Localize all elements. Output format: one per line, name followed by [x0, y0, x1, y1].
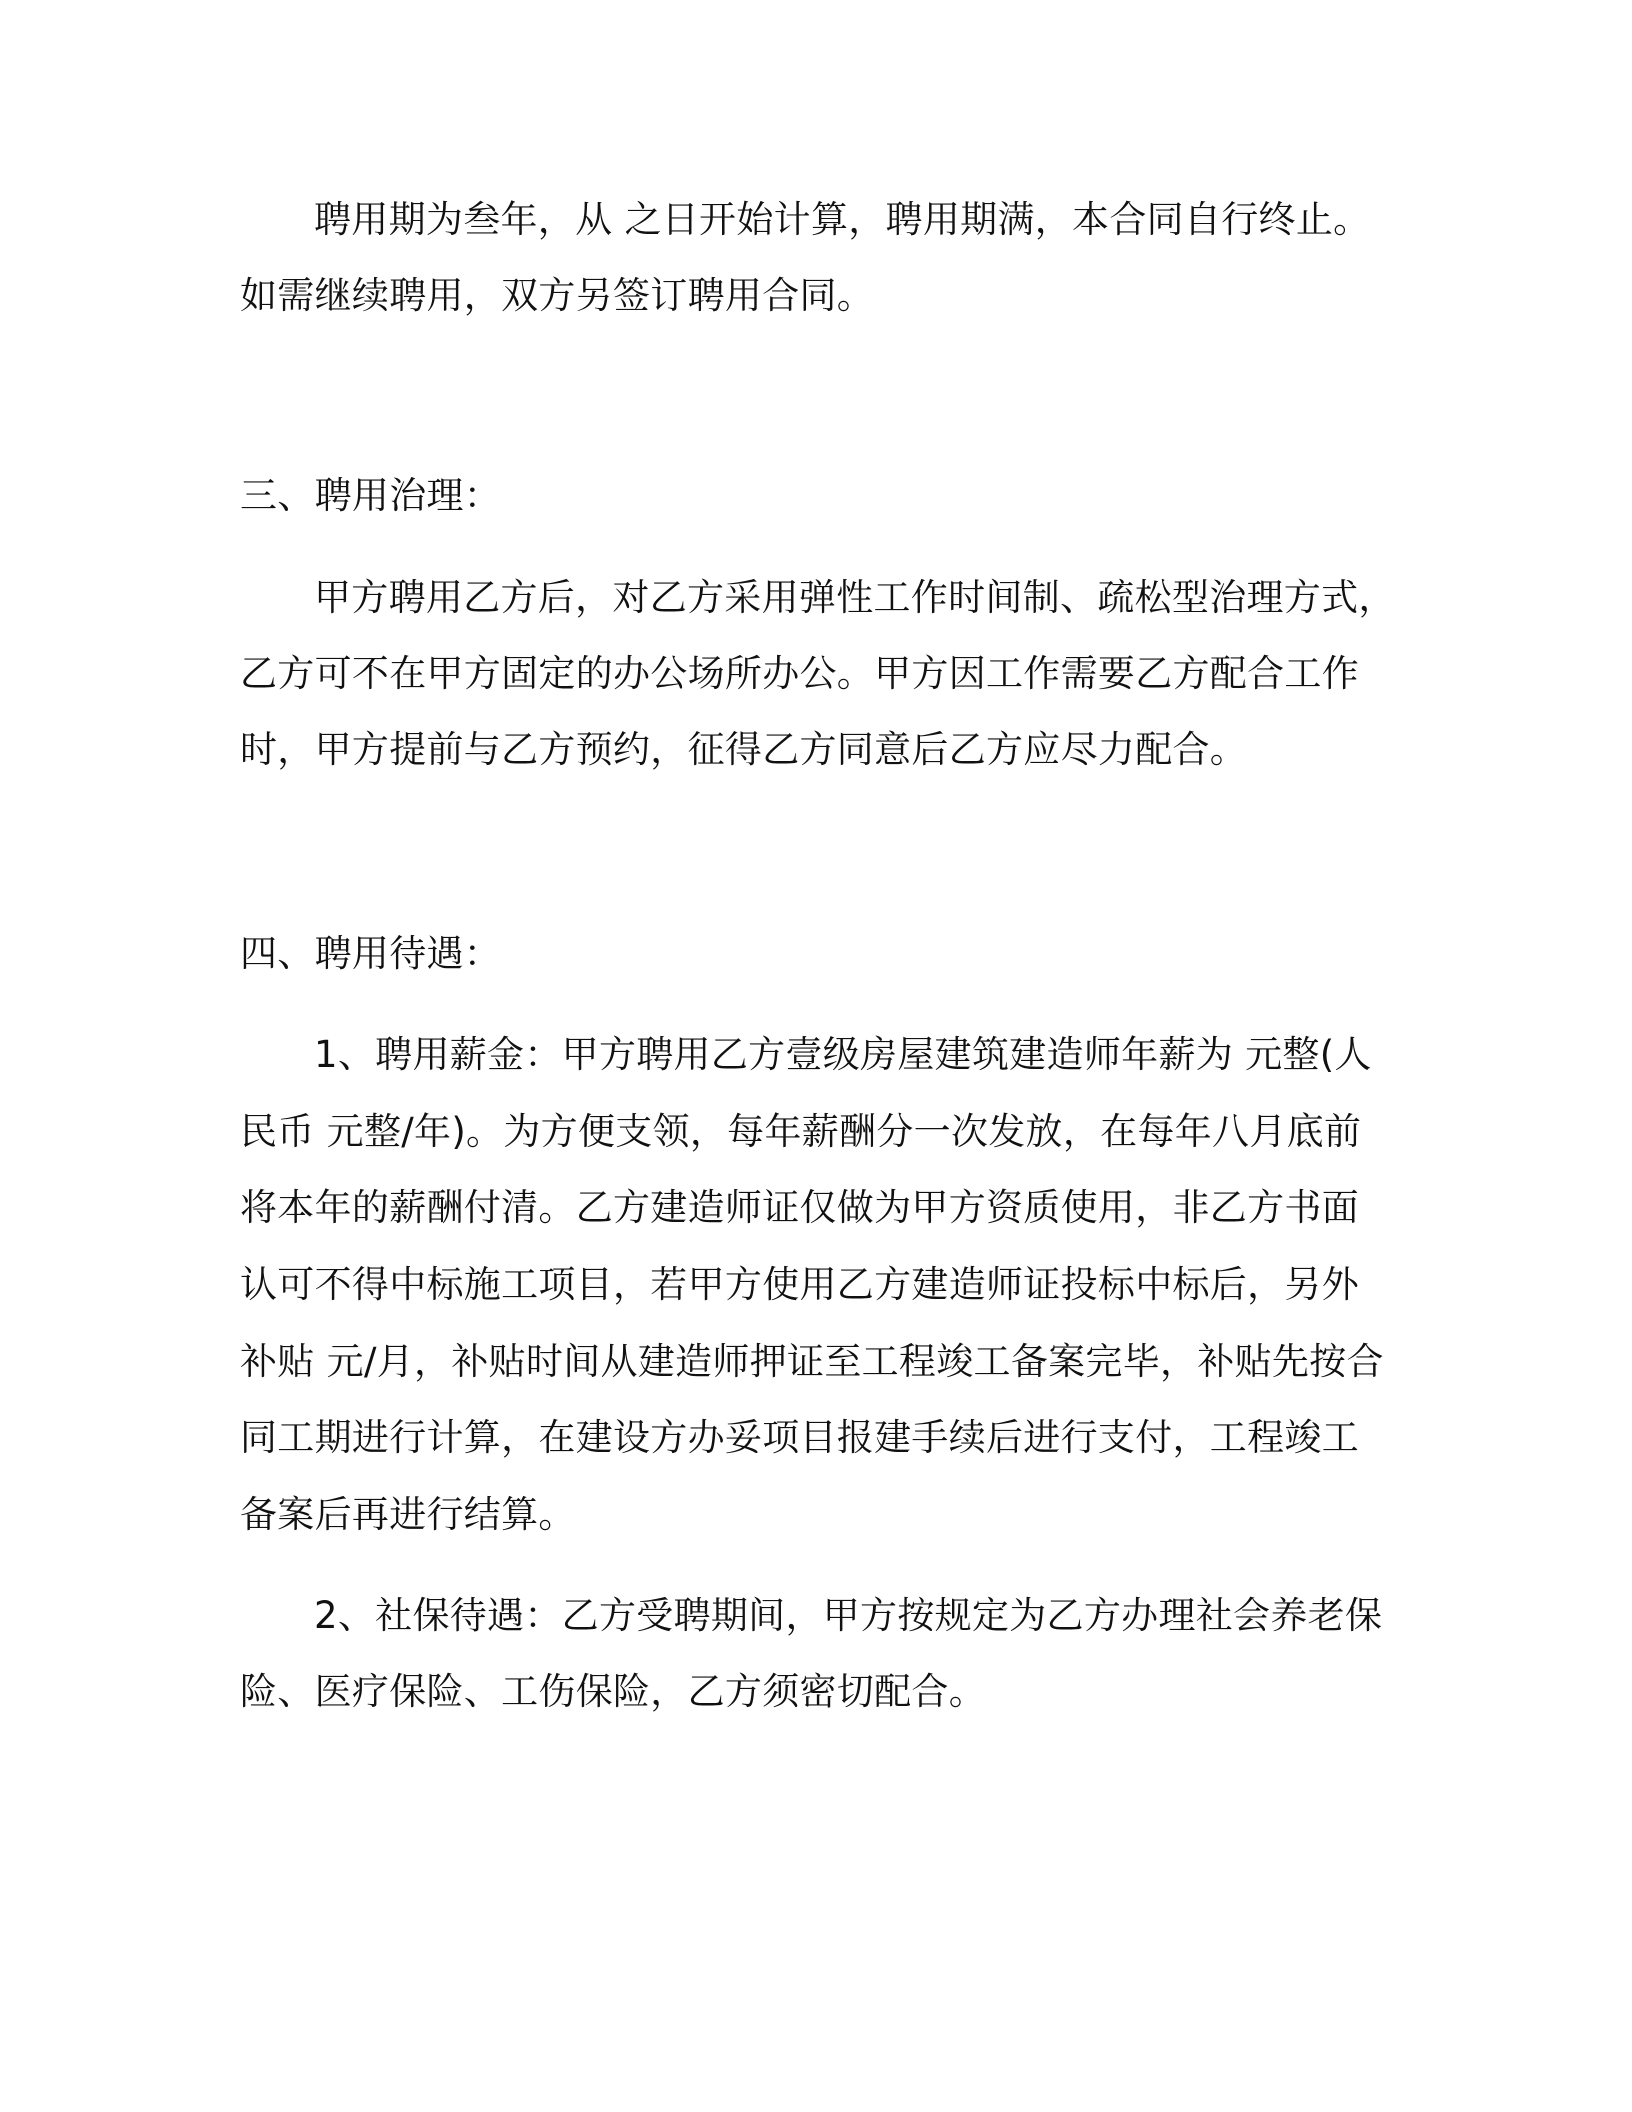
section-3-line-1: 甲方聘用乙方后，对乙方采用弹性工作时间制、疏松型治理方式， — [314, 576, 1396, 619]
term-paragraph-line-1: 聘用期为叁年，从 之日开始计算，聘用期满，本合同自行终止。 — [314, 198, 1371, 241]
item-1-line-1: 1、聘用薪金：甲方聘用乙方壹级房屋建筑建造师年薪为 元整(人 — [314, 1033, 1372, 1076]
section-3-heading: 三、聘用治理： — [240, 474, 502, 517]
item-1-line-4: 认可不得中标施工项目，若甲方使用乙方建造师证投标中标后，另外 — [240, 1263, 1359, 1306]
item-1-line-6: 同工期进行计算，在建设方办妥项目报建手续后进行支付，工程竣工 — [240, 1416, 1359, 1459]
item-1-line-2: 民币 元整/年)。为方便支领，每年薪酬分一次发放，在每年八月底前 — [240, 1110, 1362, 1153]
item-2-line-2: 险、医疗保险、工伤保险，乙方须密切配合。 — [240, 1670, 986, 1713]
item-1-line-7: 备案后再进行结算。 — [240, 1493, 576, 1536]
section-3-line-3: 时，甲方提前与乙方预约，征得乙方同意后乙方应尽力配合。 — [240, 728, 1248, 771]
section-3-line-2: 乙方可不在甲方固定的办公场所办公。甲方因工作需要乙方配合工作 — [240, 652, 1359, 695]
term-paragraph-line-2: 如需继续聘用，双方另签订聘用合同。 — [240, 274, 875, 317]
item-2-line-1: 2、社保待遇：乙方受聘期间，甲方按规定为乙方办理社会养老保 — [314, 1594, 1383, 1637]
item-1-line-5: 补贴 元/月，补贴时间从建造师押证至工程竣工备案完毕，补贴先按合 — [240, 1340, 1384, 1383]
section-4-heading: 四、聘用待遇： — [240, 932, 502, 975]
item-1-line-3: 将本年的薪酬付清。乙方建造师证仅做为甲方资质使用，非乙方书面 — [240, 1186, 1359, 1229]
